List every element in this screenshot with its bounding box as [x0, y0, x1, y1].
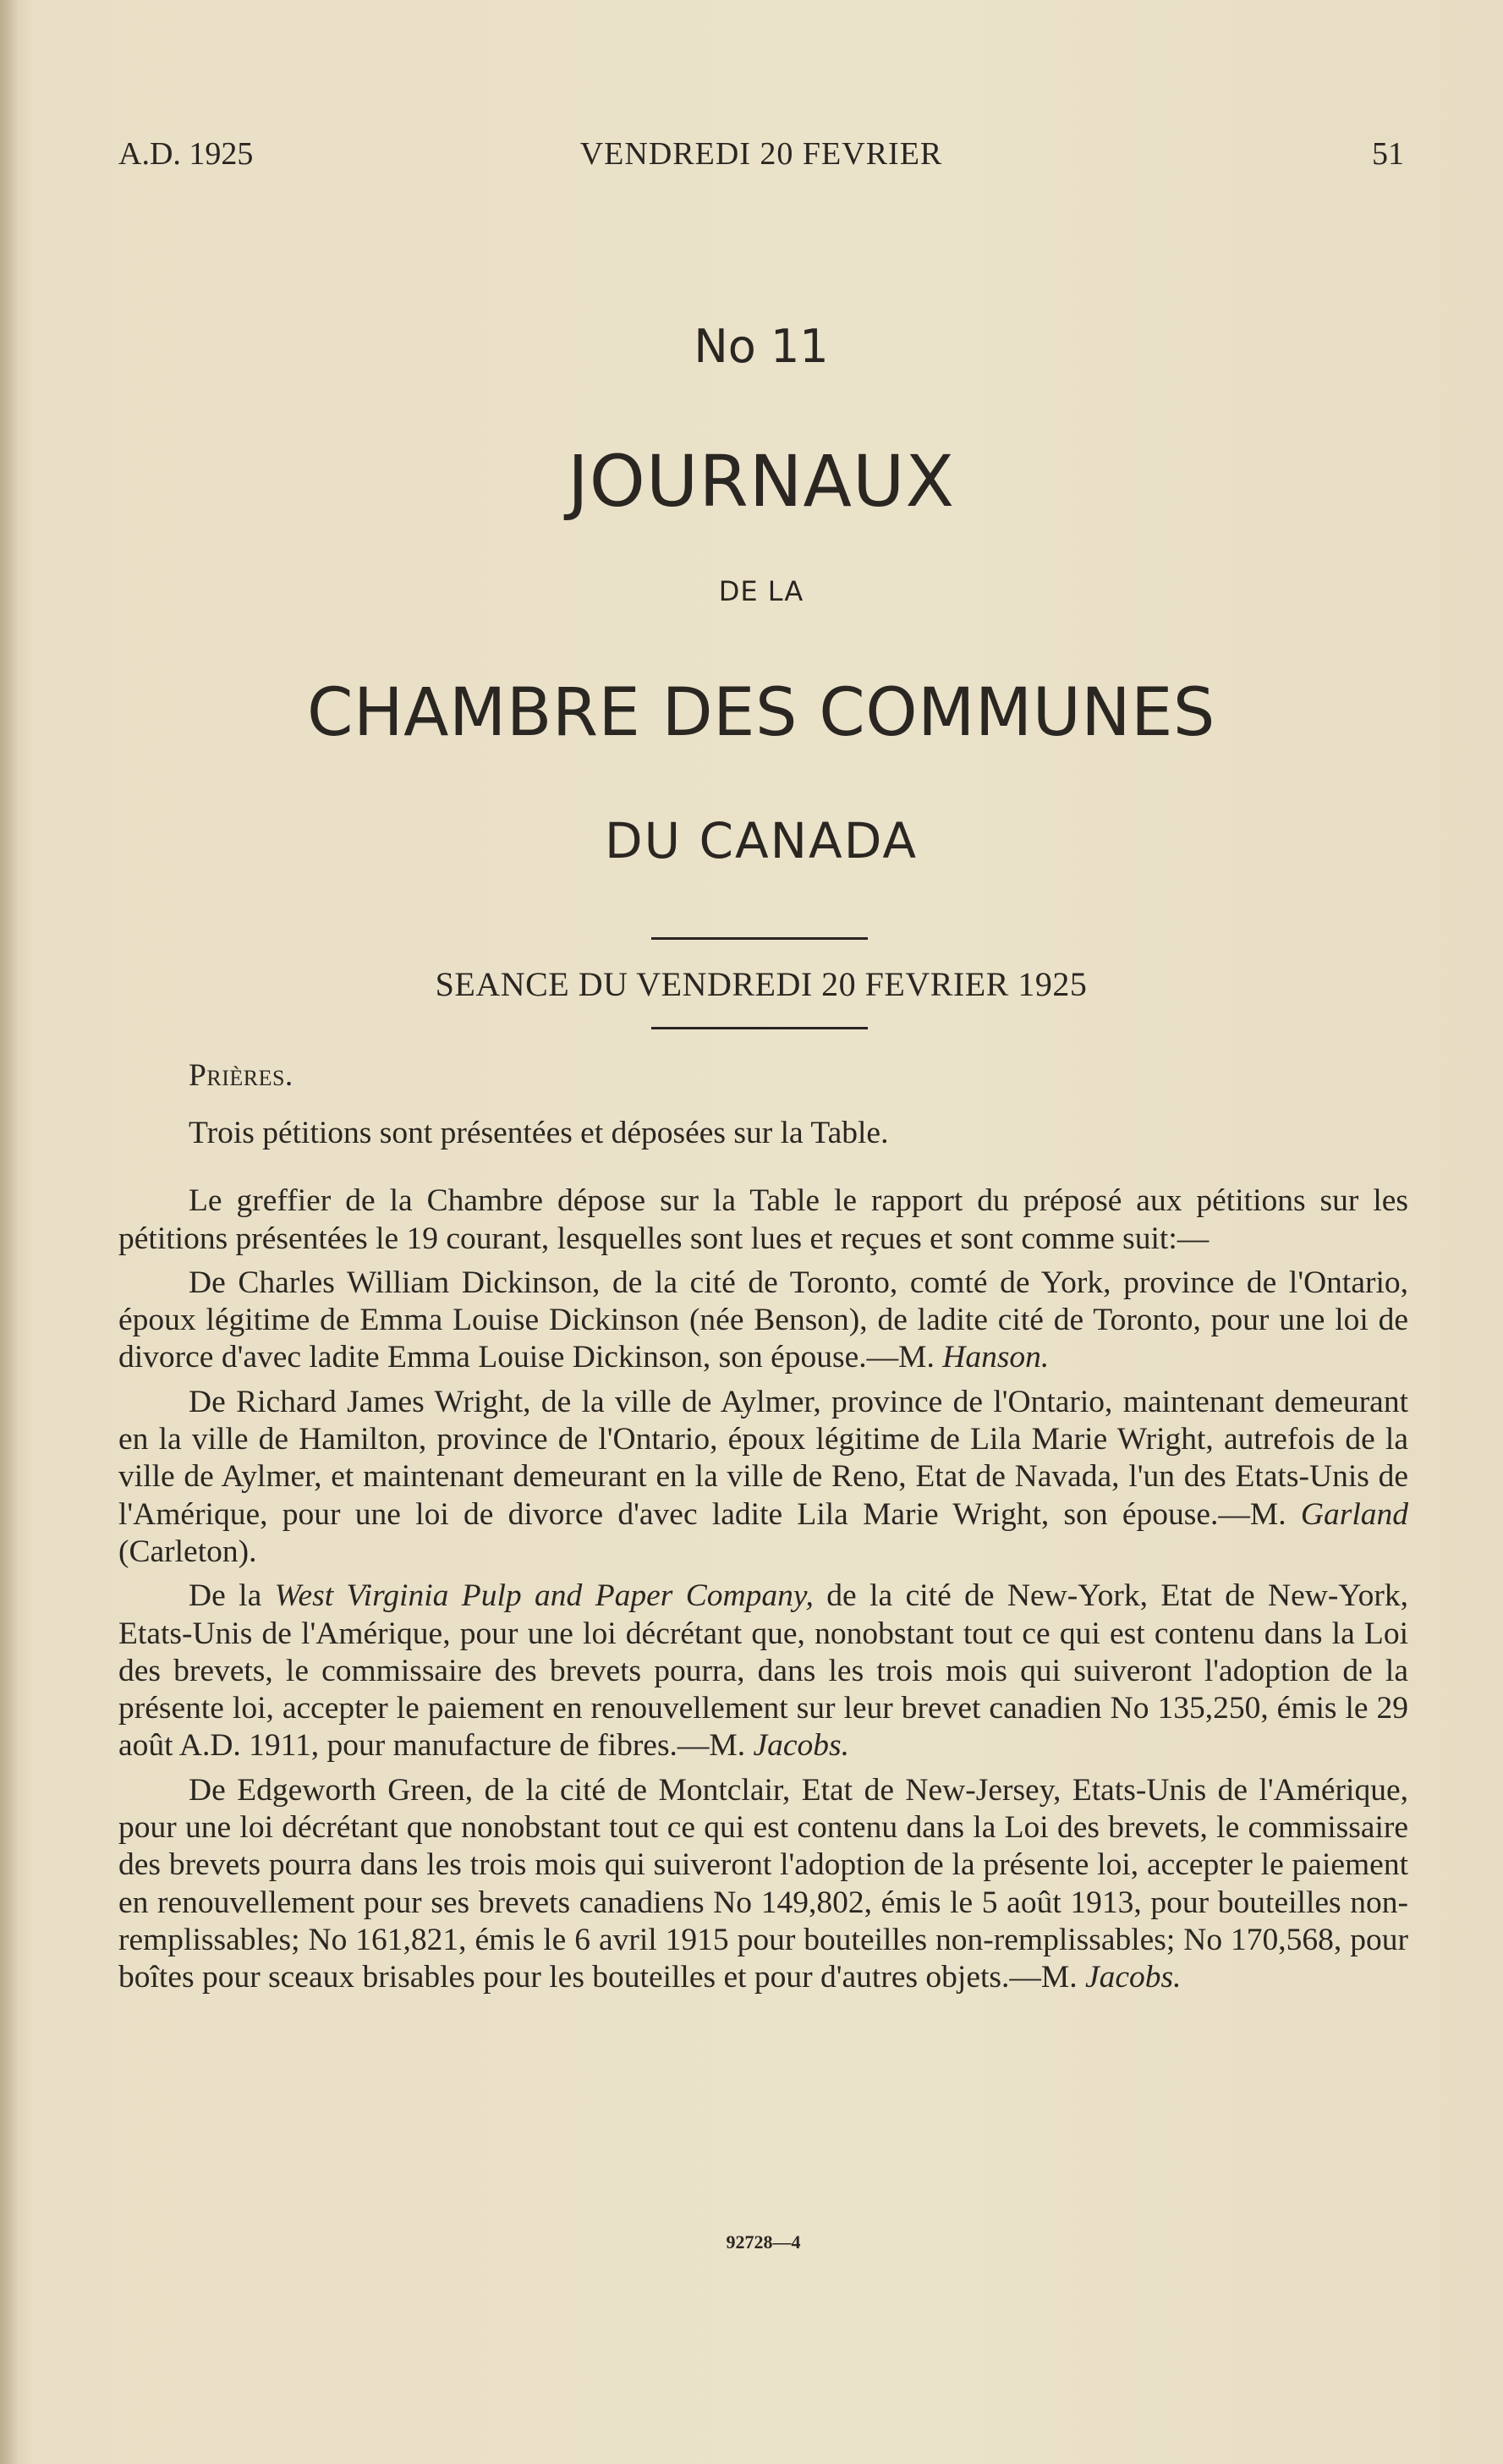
petition-west-virginia	[118, 1578, 1408, 1764]
petition-text: De Charles William Dickinson, de la cité de Toronto, comté de York, province de l'Ontario, époux légitime de Emma Louise Dickinson (née Benson), de ladite cité de Toronto, pour une loi de divorce d'avec ladite Emma Louise Dickinson, son épouse.—M.	[118, 1265, 1408, 1375]
country-title: DU CANADA	[604, 812, 919, 870]
prayers-line: Prières.	[189, 1058, 293, 1093]
session-heading: SEANCE DU VENDREDI 20 FEVRIER 1925	[435, 965, 1088, 1003]
journal-body	[118, 1057, 1408, 1997]
running-head	[118, 135, 1404, 178]
petition-text: De Edgeworth Green, de la cité de Montclair, Etat de New-Jersey, Etats-Unis de l'Amérique, pour une loi décrétant que nonobstant tout ce qui est contenu dans la Loi des brevets, le commissaire des brevets pourra dans les trois mois qui suiveront l'adoption de la présente loi, accepter le paiement en renouvellement pour ses brevets canadiens No 149,802, émis le 5 août 1913, pour bouteilles non-remplissables; No 161,821, émis le 6 avril 1915 pour bouteilles non-remplissables; No 170,568, pour boîtes pour sceaux brisables pour les bouteilles et pour d'autres objets.—M.	[118, 1772, 1408, 1995]
petition-sponsor: Garland	[1300, 1496, 1408, 1532]
petition-sponsor: Jacobs.	[1084, 1960, 1182, 1995]
petition-sponsor: Jacobs.	[753, 1728, 850, 1764]
petition-wright	[118, 1384, 1408, 1571]
clerk-report: Le greffier de la Chambre dépose sur la Table le rapport du préposé aux pétitions sur les pétitions présentées le 19 courant, lesquelles sont lues et reçues et sont comme suit:—	[118, 1183, 1408, 1256]
petition-dickinson	[118, 1265, 1408, 1377]
petitions-statement: Trois pétitions sont présentées et déposées sur la Table.	[189, 1116, 889, 1150]
running-head-year: A.D. 1925	[118, 136, 254, 172]
spine-shadow	[0, 0, 19, 2464]
running-head-date: VENDREDI 20 FEVRIER	[579, 136, 943, 172]
issue-number: No 11	[694, 320, 829, 373]
journal-title: JOURNAUX	[567, 440, 956, 523]
company-name: West Virginia Pulp and Paper Company,	[274, 1578, 814, 1614]
institution-title: CHAMBRE DES COMMUNES	[307, 675, 1215, 751]
petition-green	[118, 1772, 1408, 1997]
page-number: 51	[1372, 136, 1404, 172]
title-connector: DE LA	[718, 575, 804, 607]
petition-sponsor: Hanson.	[942, 1340, 1050, 1375]
petition-riding: (Carleton).	[118, 1534, 257, 1569]
printer-mark: 92728—4	[726, 2231, 801, 2253]
top-divider	[651, 937, 868, 940]
petition-prefix: De la	[189, 1578, 275, 1614]
bottom-divider	[651, 1027, 868, 1029]
petition-text: de la cité de New-York, Etat de New-York, Etats-Unis de l'Amérique, pour une loi décrétant que, nonobstant tout ce qui est contenu dans la Loi des brevets, le commissaire des brevets pourra, dans les trois mois qui suiveront l'adoption de la présente loi, accepter le paiement en renouvellement sur leur brevet canadien No 135,250, émis le 29 août A.D. 1911, pour manufacture de fibres.—M.	[118, 1578, 1408, 1764]
petition-text: De Richard James Wright, de la ville de Aylmer, province de l'Ontario, maintenant demeurant en la ville de Hamilton, province de l'Ontario, époux légitime de Lila Marie Wright, autrefois de la ville de Aylmer, et maintenant demeurant en la ville de Reno, Etat de Navada, l'un des Etats-Unis de l'Amérique, pour une loi de divorce d'avec ladite Lila Marie Wright, son épouse.—M.	[118, 1384, 1408, 1532]
